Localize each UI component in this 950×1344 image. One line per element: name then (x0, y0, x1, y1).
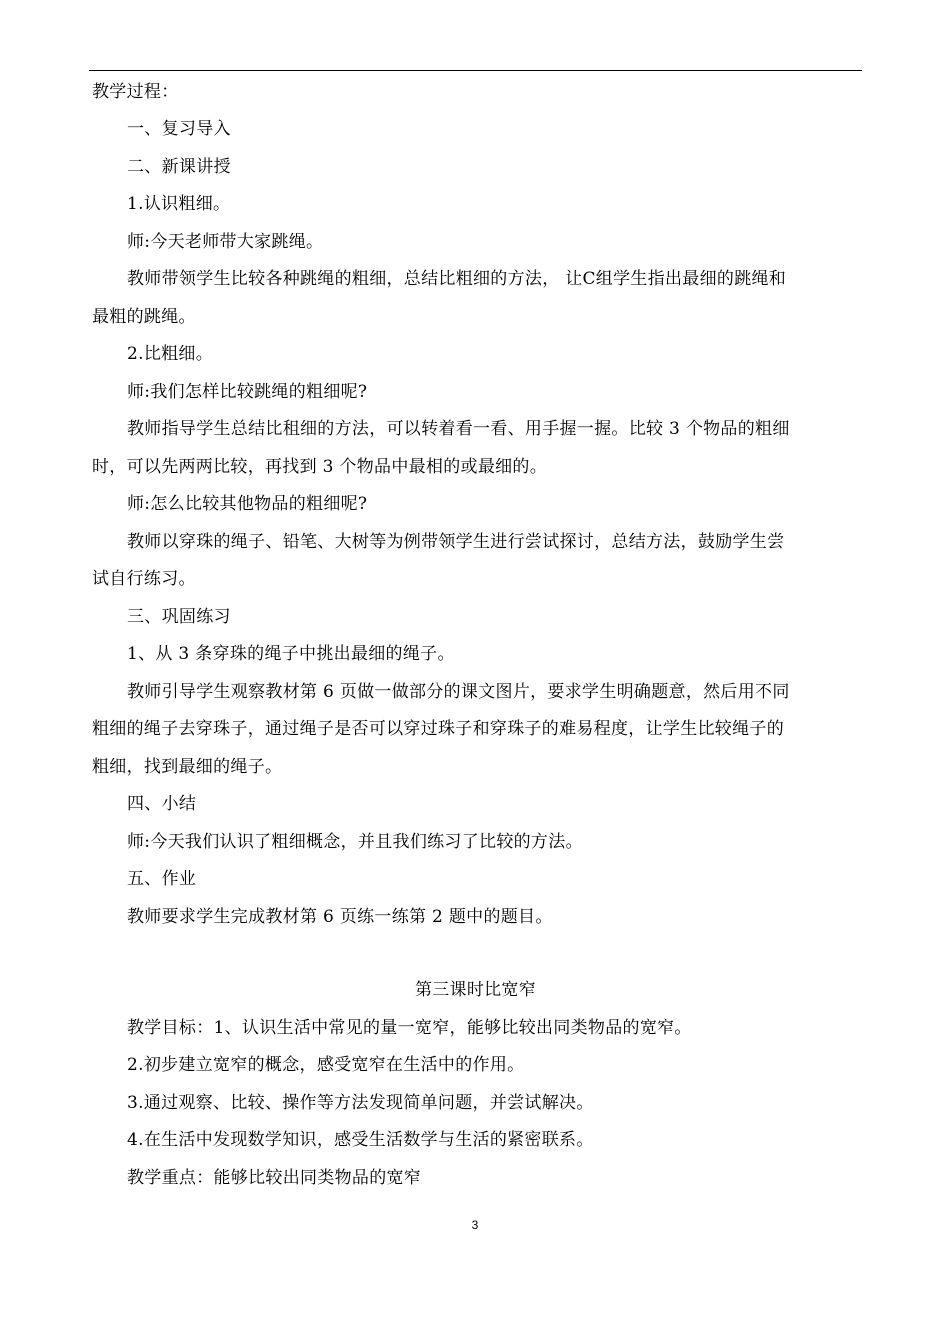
subheading: 五、作业 (127, 869, 197, 889)
paragraph-line: 教学目标：1、认识生活中常见的量一宽窄，能够比较出同类物品的宽窄。 (127, 1018, 692, 1038)
paragraph-line: 师:怎么比较其他物品的粗细呢? (127, 494, 368, 514)
paragraph-line: 2.比粗细。 (127, 344, 214, 364)
paragraph-line: 教师要求学生完成教材第 6 页练一练第 2 题中的题目。 (127, 907, 553, 927)
paragraph-line: 2.初步建立宽窄的概念，感受宽窄在生活中的作用。 (127, 1055, 525, 1075)
paragraph-line: 教师指导学生总结比租细的方法，可以转着看一看、用手握一握。比较 3 个物品的粗细 (127, 419, 790, 439)
subheading: 一、复习导入 (127, 119, 231, 139)
paragraph-line: 1.认识粗细。 (127, 194, 231, 214)
paragraph-line: 教师引导学生观察教材第 6 页做一做部分的课文图片，要求学生明确题意，然后用不同 (127, 682, 790, 702)
paragraph-line: 粗细的绳子去穿珠子，通过绳子是否可以穿过珠子和穿珠子的难易程度，让学生比较绳子的 (92, 719, 784, 739)
paragraph-line: 教师带领学生比较各种跳绳的粗细，总结比粗细的方法， 让C组学生指出最细的跳绳和 (127, 269, 787, 289)
paragraph-line: 师:我们怎样比较跳绳的粗细呢? (127, 382, 368, 402)
subheading: 四、小结 (127, 794, 197, 814)
subheading: 三、巩固练习 (127, 607, 231, 627)
header-rule (89, 70, 862, 71)
paragraph-line: 试自行练习。 (92, 569, 196, 589)
page-number: 3 (471, 1218, 479, 1232)
lesson-title: 第三课时比宽窄 (414, 980, 537, 1000)
paragraph-line: 教师以穿珠的绳子、铅笔、大树等为例带领学生进行尝试探讨，总结方法，鼓励学生尝 (127, 532, 785, 552)
paragraph-line: 3.通过观察、比较、操作等方法发现简单问题，并尝试解决。 (127, 1093, 594, 1113)
paragraph-line: 最粗的跳绳。 (92, 307, 196, 327)
paragraph-line: 时，可以先两两比较，再找到 3 个物品中最相的或最细的。 (92, 457, 548, 477)
paragraph-line: 1、从 3 条穿珠的绳子中挑出最细的绳子。 (127, 644, 455, 664)
paragraph-line: 师:今天老师带大家跳绳。 (127, 232, 324, 252)
subheading: 二、新课讲授 (127, 157, 231, 177)
section-heading: 教学过程： (92, 82, 179, 102)
paragraph-line: 师:今天我们认识了粗细概念，并且我们练习了比较的方法。 (127, 832, 583, 852)
paragraph-line: 教学重点：能够比较出同类物品的宽窄 (127, 1168, 422, 1188)
paragraph-line: 粗细，找到最细的绳子。 (92, 757, 283, 777)
paragraph-line: 4.在生活中发现数学知识，感受生活数学与生活的紧密联系。 (127, 1130, 594, 1150)
